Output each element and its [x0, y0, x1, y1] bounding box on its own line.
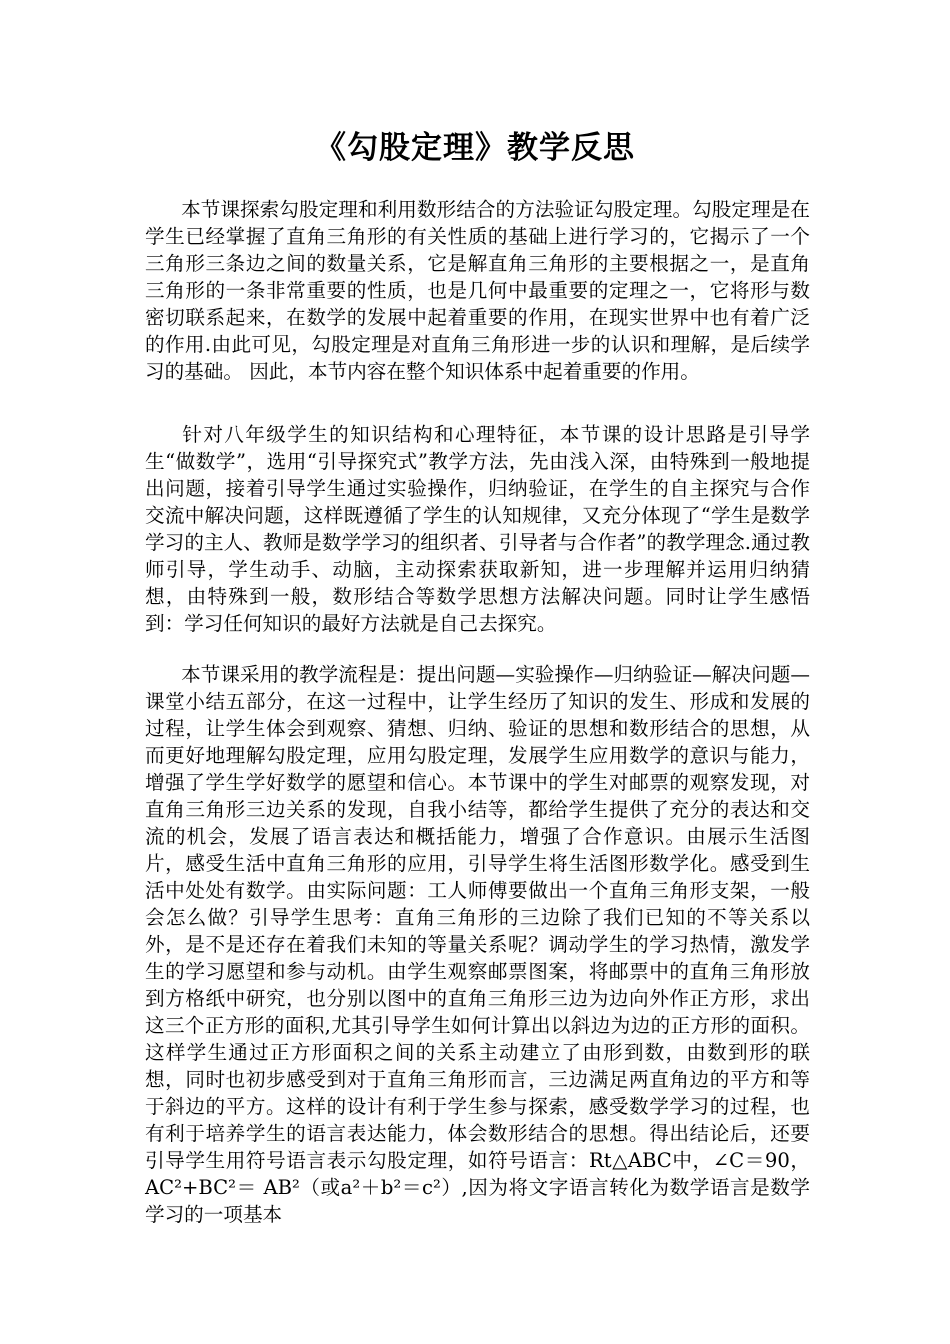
paragraph-1-text: 本节课探索勾股定理和利用数形结合的方法验证勾股定理。勾股定理是在学生已经掌握了直角三角形的有关性质的基础上进行学习的，它揭示了一个三角形三条边之间的数量关系，它是解直角三角形的主要根据之一，是直角三角形的一条非常重要的性质，也是几何中最重要的定理之一，它将形与数密切联系起来，在数学的发展中起着重要的作用，在现实世界中也有着广泛的作用.由此可见，勾股定理是对直角三角形进一步的认识和理解，是后续学习的基础。 因此，本节内容在整个知识体系中起着重要的作用。: [145, 198, 810, 383]
paragraph-2: [145, 421, 810, 637]
paragraph-2-text: 针对八年级学生的知识结构和心理特征，本节课的设计思路是引导学生“做数学”，选用“引导探究式”教学方法，先由浅入深，由特殊到一般地提出问题，接着引导学生通过实验操作，归纳验证，在学生的自主探究与合作交流中解决问题，这样既遵循了学生的认知规律，又充分体现了“学生是数学学习的主人、教师是数学学习的组织者、引导者与合作者”的教学理念.通过教师引导，学生动手、动脑，主动探索获取新知，进一步理解并运用归纳猜想，由特殊到一般，数形结合等数学思想方法解决问题。同时让学生感悟到：学习任何知识的最好方法就是自己去探究。: [145, 423, 810, 635]
paragraph-3: [145, 661, 810, 1228]
paragraph-3-text: 本节课采用的教学流程是：提出问题—实验操作—归纳验证—解决问题—课堂小结五部分，在这一过程中，让学生经历了知识的发生、形成和发展的过程，让学生体会到观察、猜想、归纳、验证的思想和数形结合的思想，从而更好地理解勾股定理，应用勾股定理，发展学生应用数学的意识与能力，增强了学生学好数学的愿望和信心。本节课中的学生对邮票的观察发现，对直角三角形三边关系的发现，自我小结等，都给学生提供了充分的表达和交流的机会，发展了语言表达和概括能力，增强了合作意识。由展示生活图片，感受生活中直角三角形的应用，引导学生将生活图形数学化。感受到生活中处处有数学。由实际问题：工人师傅要做出一个直角三角形支架，一般会怎么做？引导学生思考：直角三角形的三边除了我们已知的不等关系以外，是不是还存在着我们未知的等量关系呢？调动学生的学习热情，激发学生的学习愿望和参与动机。由学生观察邮票图案，将邮票中的直角三角形放到方格纸中研究，也分别以图中的直角三角形三边为边向外作正方形，求出这三个正方形的面积,尤其引导学生如何计算出以斜边为边的正方形的面积。这样学生通过正方形面积之间的关系主动建立了由形到数，由数到形的联想，同时也初步感受到对于直角三角形而言，三边满足两直角边的平方和等于斜边的平方。这样的设计有利于学生参与探索，感受数学学习的过程，也有利于培养学生的语言表达能力，体会数形结合的思想。得出结论后，还要引导学生用符号语言表示勾股定理，如符号语言：Rt△ABC中，∠C＝90，AC²+BC²＝ AB²（或a²＋b²＝c²）,因为将文字语言转化为数学语言是数学学习的一项基本: [145, 663, 810, 1226]
paragraph-1: [145, 196, 810, 385]
document-title: 《勾股定理》教学反思: [315, 130, 635, 166]
